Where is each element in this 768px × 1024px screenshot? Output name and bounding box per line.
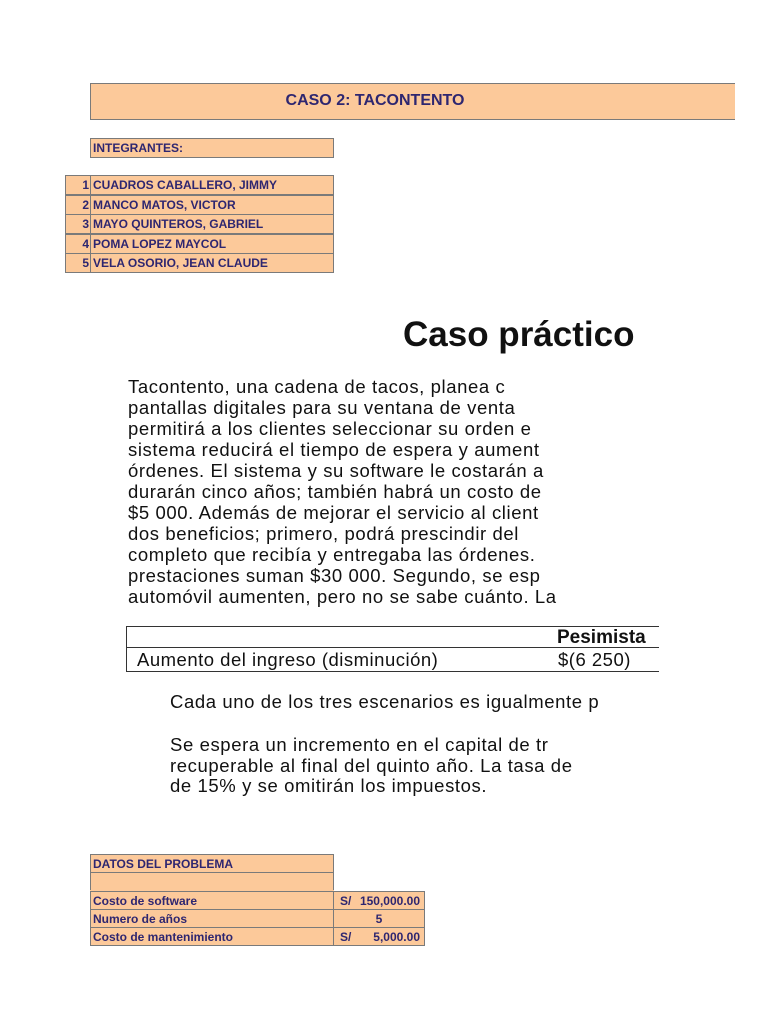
member-number[interactable]: 5: [65, 253, 91, 273]
datos-row-label[interactable]: Numero de años: [90, 909, 334, 928]
member-number[interactable]: 2: [65, 195, 91, 215]
pesimista-header: Pesimista: [557, 627, 646, 648]
paragraph-line: permitirá a los clientes seleccionar su orden e: [128, 418, 532, 439]
member-name[interactable]: VELA OSORIO, JEAN CLAUDE: [90, 253, 334, 273]
paragraph-line: dos beneficios; primero, podrá prescindir del: [128, 523, 520, 544]
datos-row-label[interactable]: Costo de mantenimiento: [90, 927, 334, 946]
datos-row-value[interactable]: [333, 927, 425, 946]
ingreso-pesimista-value: $(6 250): [558, 649, 631, 670]
paragraph-line: Tacontento, una cadena de tacos, planea c: [128, 376, 506, 397]
member-number[interactable]: 3: [65, 214, 91, 234]
datos-row-value[interactable]: [333, 909, 425, 928]
member-number[interactable]: 1: [65, 175, 91, 195]
currency-symbol: S/: [340, 930, 352, 944]
paragraph-line: órdenes. El sistema y su software le costarán a: [128, 460, 544, 481]
table-left-border: [126, 627, 127, 671]
paragraph-line: $5 000. Además de mejorar el servicio al client: [128, 502, 539, 523]
capital-line: Se espera un incremento en el capital de tr: [170, 734, 549, 755]
capital-line: recuperable al final del quinto año. La tasa de: [170, 755, 573, 776]
datos-row-label[interactable]: Costo de software: [90, 891, 334, 910]
scenario-table: [126, 626, 659, 672]
paragraph-line: sistema reducirá el tiempo de espera y aument: [128, 439, 540, 460]
case-heading: Caso práctico: [403, 315, 635, 354]
member-number[interactable]: 4: [65, 234, 91, 254]
paragraph-line: prestaciones suman $30 000. Segundo, se esp: [128, 565, 541, 586]
integrantes-label[interactable]: INTEGRANTES:: [90, 138, 334, 158]
datos-row-value[interactable]: [333, 891, 425, 910]
capital-line: de 15% y se omitirán los impuestos.: [170, 775, 488, 796]
case-title: CASO 2: TACONTENTO: [285, 92, 465, 109]
scenarios-line: Cada uno de los tres escenarios es igualmente p: [170, 691, 600, 712]
title-cell-overflow[interactable]: [659, 83, 735, 120]
member-name[interactable]: MAYO QUINTEROS, GABRIEL: [90, 214, 334, 234]
paragraph-line: pantallas digitales para su ventana de venta: [128, 397, 516, 418]
member-name[interactable]: POMA LOPEZ MAYCOL: [90, 234, 334, 254]
empty-cell[interactable]: [90, 872, 334, 891]
value: 5: [375, 912, 383, 926]
paragraph-line: automóvil aumenten, pero no se sabe cuánto. La: [128, 586, 557, 607]
member-name[interactable]: CUADROS CABALLERO, JIMMY: [90, 175, 334, 195]
ingreso-label: Aumento del ingreso (disminución): [137, 649, 439, 670]
paragraph-line: durarán cinco años; también habrá un costo de: [128, 481, 542, 502]
currency-symbol: S/: [340, 894, 352, 908]
value: 5,000.00: [373, 930, 420, 944]
value: 150,000.00: [359, 894, 420, 908]
paragraph-line: completo que recibía y entregaba las órdenes.: [128, 544, 536, 565]
member-name[interactable]: MANCO MATOS, VICTOR: [90, 195, 334, 215]
datos-title[interactable]: DATOS DEL PROBLEMA: [90, 854, 334, 873]
